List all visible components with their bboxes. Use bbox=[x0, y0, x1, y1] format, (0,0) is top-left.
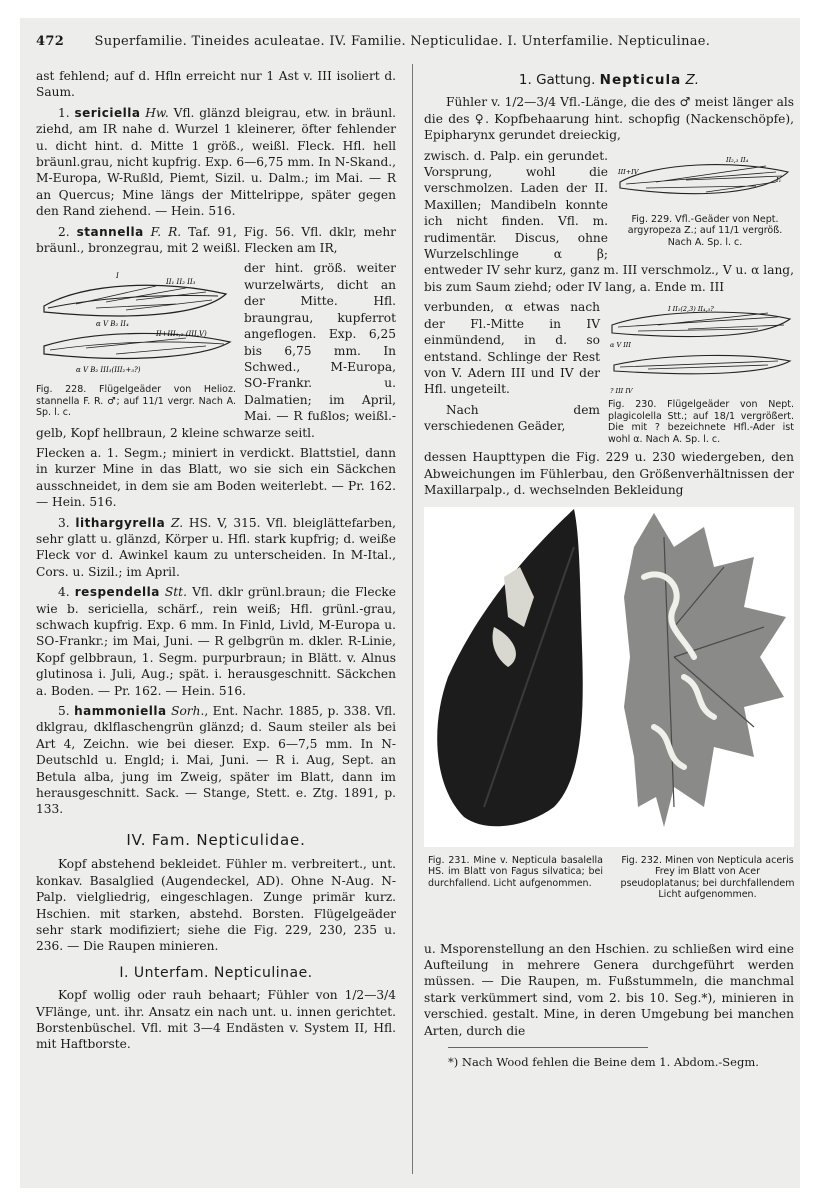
species-entry-3 bbox=[36, 515, 396, 581]
wing-venation-diagram bbox=[616, 152, 794, 214]
species-description: Taf. 91, Fig. 56. Vfl. dklr, mehr bräunl., bronzegrau, mit 2 weißl. Flecken am IR, bbox=[36, 224, 397, 256]
figure-228 bbox=[36, 264, 236, 419]
genus-description-e: dessen Haupttypen die Fig. 229 u. 230 wiedergeben, den Abweichungen im Fühlerbau, den Größenverhältnissen der Maxillarpalp., d. wechselnden Bekleidung bbox=[424, 450, 794, 498]
running-head bbox=[36, 34, 780, 49]
svg-text:I: I bbox=[116, 272, 119, 281]
genus-author: Z. bbox=[685, 72, 700, 88]
genus-description-f: u. Msporenstellung an den Hschien. zu schließen wird eine Aufteilung in mehrere Genera durchgeführt werden müssen. — Die Raupen, m. Fußstummeln, die manchmal stark verkümmert sind, vom 2. bis 10. Seg.*), minieren in verschied. gestalt. Mine, in deren Umgebung bei manchen Arten, durch die bbox=[424, 941, 794, 1038]
species-entry-2-cont2: Flecken a. 1. Segm.; miniert in verdickt. Blattstiel, dann in kurzer Mine in das Blatt, wo sie sich ein Säckchen ausschneidet, in dem sie am Boden weiterlebt. — Pr. 162. — Hein. 516. bbox=[36, 445, 396, 510]
column-rule bbox=[412, 64, 413, 1174]
species-description: HS. V, 315. Vfl. bleiglättefarben, sehr glatt u. glänzd, Körper u. Hfl. stark kupfrig; d. weiße Fleck vor d. Awinkel kaum zu unterscheiden. In M-Ital., Cors. u. Sizil.; im April. bbox=[36, 515, 396, 579]
svg-text:II+III₁,₂ (III,V): II+III₁,₂ (III,V) bbox=[156, 330, 207, 339]
species-author: Stt. bbox=[164, 585, 187, 600]
genus-description-a: Fühler v. 1/2—3/4 Vfl.-Länge, die des ♂ meist länger als die des ♀. Kopfbehaarung hint. schopfig (Nackenschöpfe), Epipharynx gerundet dreieckig, bbox=[424, 95, 794, 143]
genus-description-b: zwisch. d. Palp. ein gerundet. Vorsprung, wohl die verschmolzen. Laden der II. Maxillen; Mandibeln konnte ich nicht finden. Vfl. m. rudimentär. Discus, ohne Wurzelschlinge α β; entweder IV sehr kurz, ganz m. III verschmolz., V u. α lang, bis zum Saum ziehd; oder IV lang, a. Ende m. III bbox=[424, 148, 794, 294]
family-description: Kopf abstehend bekleidet. Fühler m. verbreitert., unt. konkav. Basalglied (Augendeckel, AD). Ohne N-Aug. N-Palp. vielgliedrig, eingeschlagen. Zunge primär kurz. Hschien. mit starken, abstehd. Borsten. Flügelgeäder sehr stark modifiziert; siehe die Fig. 229, 230, 235 u. 236. — Die Raupen minieren. bbox=[36, 857, 396, 954]
figure-caption: Fig. 228. Flügelgeäder von Helioz. stannella F. R. ♂; auf 11/1 vergr. Nach A. Sp. l. c. bbox=[36, 384, 236, 419]
svg-text:II₁ II₂ II₃: II₁ II₂ II₃ bbox=[166, 278, 196, 287]
species-author: Sorh. bbox=[171, 704, 205, 719]
svg-text:α V B₂ II₄: α V B₂ II₄ bbox=[96, 320, 129, 329]
wing-venation-diagram bbox=[36, 264, 236, 384]
species-description: der hint. größ. weiter wurzelwärts, dicht an der Mitte. Hfl. braungrau, kupferrot angeflogen. Exp. 6,25 bis 6,75 mm. In Schwed., M-Europa, SO-Frankr. u. Dalmatien; im April, Mai. — R fußlos; weißl.-gelb, Kopf hellbraun, 2 kleine schwarze seitl. bbox=[36, 261, 396, 440]
paragraph-continuation: ast fehlend; auf d. Hfln erreicht nur 1 Ast v. III isoliert d. Saum. bbox=[36, 69, 396, 100]
species-name: hammoniella bbox=[74, 704, 167, 719]
species-name: respendella bbox=[74, 585, 160, 600]
species-author: F. R. bbox=[150, 224, 182, 239]
svg-text:II₂,₃ II₄: II₂,₃ II₄ bbox=[726, 155, 749, 164]
leaf-photographs bbox=[424, 507, 795, 900]
species-number: 1. bbox=[58, 105, 70, 120]
right-column bbox=[424, 68, 794, 1070]
svg-text:? III IV: ? III IV bbox=[610, 387, 633, 396]
species-entry-5 bbox=[36, 703, 396, 818]
species-number: 2. bbox=[58, 224, 70, 239]
page-number: 472 bbox=[36, 34, 65, 49]
species-description: Vfl. dklr grünl.braun; die Flecke wie b. sericiella, schärf., rein weiß; Hfl. grünl.-grau, schwach kupfrig. Exp. 6 mm. In Finld, Livld, M-Europa u. SO-Frankr.; im Mai, Juni. — R gelbgrün m. dkler. R-Linie, Kopf gelbbraun, 1. Segm. purpurbraun; in Blätt. v. Alnus glutinosa i. Juli, Aug.; spät. i. herausgeschnitt. Säckchen a. Boden. — Pr. 162. — Hein. 516. bbox=[36, 585, 396, 698]
species-author: Hw. bbox=[145, 105, 169, 120]
species-number: 4. bbox=[58, 585, 70, 600]
subfamily-description: Kopf wollig oder rauh behaart; Fühler von 1/2—3/4 VFlänge, unt. ihr. Ansatz ein nach unt. u. innen gerichtet. Borstenbüschel. Vfl. mit 3—4 Endästen v. System II, Hfl. mit Haftborste. bbox=[36, 988, 396, 1052]
running-title: Superfamilie. Tineides aculeatae. IV. Familie. Nepticulidae. I. Unterfamilie. Nepticulinae. bbox=[94, 34, 711, 49]
species-description: Vfl. glänzd bleigrau, etw. in bräunl. ziehd, am IR nahe d. Wurzel 1 kleinerer, öfter fehlender u. dicht hint. d. Mitte 1 größ., weißl. Fleck. Hfl. hell bräunl.grau, nicht kupfrig. Exp. 6—6,75 mm. In N-Skand., M-Europa, W-Rußld, Piemt, Sizil. u. Dalm.; im Mai. — R an Quercus; Mine längs der Mittelrippe, später gegen den Rand ziehend. — Hein. 516. bbox=[36, 105, 396, 219]
figure-caption: Fig. 229. Vfl.-Geäder von Nept. argyropeza Z.; auf 11/1 vergröß. Nach A. Sp. l. c. bbox=[627, 213, 783, 248]
species-entry-4 bbox=[36, 584, 396, 699]
species-entry-1 bbox=[36, 105, 396, 220]
subfamily-heading: I. Unterfam. Nepticulinae. bbox=[119, 964, 313, 981]
figure-229 bbox=[616, 152, 794, 249]
genus-number: 1. Gattung. bbox=[518, 72, 596, 88]
leaf-mine-photos bbox=[424, 507, 794, 847]
species-entry-2 bbox=[36, 224, 396, 257]
species-name: stannella bbox=[76, 224, 144, 239]
species-description: , Ent. Nachr. 1885, p. 338. Vfl. dklgrau, dklflaschengrün glänzd; d. Saum steiler als bei Art 4, Zeichn. wie bei dieser. Exp. 6—7,5 mm. In N-Deutschld u. Engld; i. Mai, Juni. — R i. Aug, Sept. an Betula alba, jung im Zweig, später im Blatt, dann im herausgeschnitt. Sack. — Stange, Stett. e. Ztg. 1891, p. 133. bbox=[36, 704, 397, 817]
figure-caption: Fig. 230. Flügelgeäder von Nept. plagicolella Stt.; auf 18/1 vergrößert. Die mit ? bezeichnete Hfl.-Ader ist wohl α. Nach A. Sp. l. c. bbox=[608, 399, 794, 445]
genus-name: Nepticula bbox=[599, 72, 682, 88]
family-heading: IV. Fam. Nepticulidae. bbox=[126, 830, 306, 849]
figure-caption-231: Fig. 231. Mine v. Nepticula basalella HS. im Blatt von Fagus silvatica; bei durchfallend. Licht aufgenommen. bbox=[428, 854, 603, 889]
genus-description-d: Nach dem verschiedenen Geäder, bbox=[424, 402, 600, 434]
species-number: 5. bbox=[58, 704, 70, 719]
svg-text:α V B₂ III₃(III₂+₃?): α V B₂ III₃(III₂+₃?) bbox=[76, 366, 141, 375]
left-column bbox=[36, 68, 396, 1057]
svg-text:III+IV: III+IV bbox=[618, 167, 639, 176]
genus-heading bbox=[424, 72, 794, 88]
species-number: 3. bbox=[58, 515, 70, 530]
species-name: lithargyrella bbox=[75, 515, 166, 530]
genus-description-c: verbunden, α etwas nach der Fl.-Mitte in IV einmündend, in d. so entstand. Schlinge der Rest von V. Adern III und IV der Hfl. ungeteilt. bbox=[424, 300, 600, 397]
footnote-rule bbox=[448, 1047, 648, 1048]
book-page bbox=[20, 18, 800, 1188]
species-author: Z. bbox=[171, 515, 184, 530]
footnote: *) Nach Wood fehlen die Beine dem 1. Abdom.-Segm. bbox=[448, 1054, 759, 1069]
wing-venation-diagram bbox=[608, 303, 794, 399]
svg-text:α V III: α V III bbox=[610, 341, 631, 350]
figure-230 bbox=[608, 303, 794, 445]
species-name: sericiella bbox=[74, 105, 141, 120]
svg-text:I₁: I₁ bbox=[776, 175, 782, 184]
figure-caption-232: Fig. 232. Minen von Nepticula aceris Frey im Blatt von Acer pseudoplatanus; bei durchfallendem Licht aufgenommen. bbox=[620, 854, 795, 900]
svg-text:I II₁(2,3) II₄,₅?: I II₁(2,3) II₄,₅? bbox=[668, 305, 714, 314]
